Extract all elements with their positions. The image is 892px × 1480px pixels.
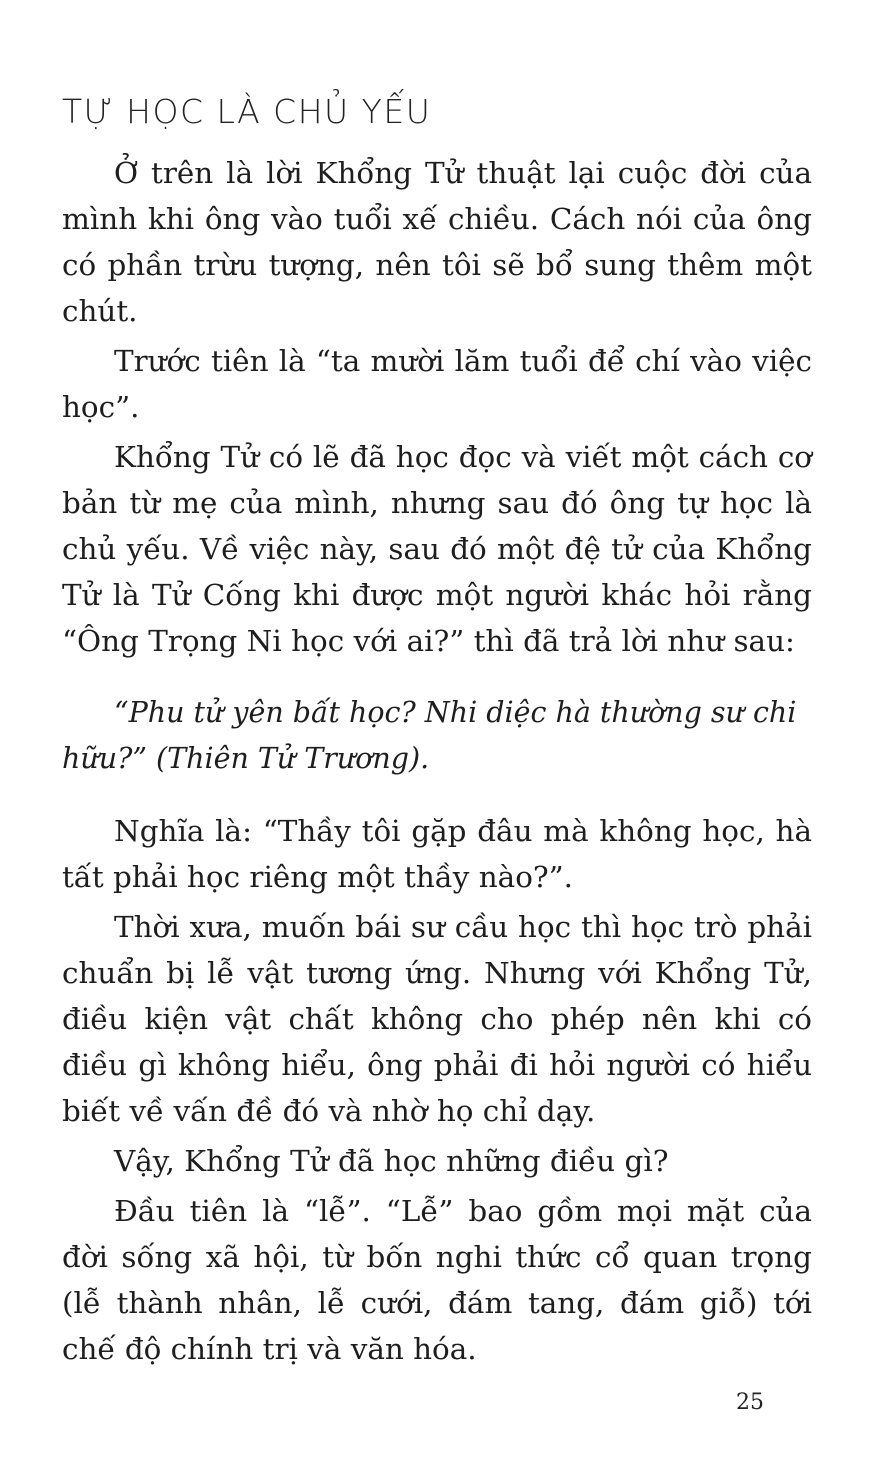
quote-block: [62, 690, 812, 782]
paragraph-5: Thời xưa, muốn bái sư cầu học thì học trò phải chuẩn bị lễ vật tương ứng. Nhưng với Khổng Tử, điều kiện vật chất không cho phép nên khi có điều gì không hiểu, ông phải đi hỏi người có hiểu biết về vấn đề đó và nhờ họ chỉ dạy.: [62, 910, 812, 1128]
book-page: [62, 0, 812, 1480]
body-text: [62, 150, 812, 1372]
quote-line-1: “Phu tử yên bất học? Nhi diệc hà thường sư chi: [114, 696, 797, 729]
paragraph-4: Nghĩa là: “Thầy tôi gặp đâu mà không học, hà tất phải học riêng một thầy nào?”.: [62, 814, 812, 894]
page-number: 25: [736, 1390, 764, 1415]
section-heading: TỰ HỌC LÀ CHỦ YẾU: [62, 92, 432, 131]
paragraph-6: Vậy, Khổng Tử đã học những điều gì?: [114, 1144, 669, 1178]
paragraph-3: Khổng Tử có lẽ đã học đọc và viết một cách cơ bản từ mẹ của mình, nhưng sau đó ông tự học là chủ yếu. Về việc này, sau đó một đệ tử của Khổng Tử là Tử Cống khi được một người khác hỏi rằng “Ông Trọng Ni học với ai?” thì đã trả lời như sau:: [62, 440, 812, 658]
paragraph-2: Trước tiên là “ta mười lăm tuổi để chí vào việc học”.: [62, 344, 812, 424]
paragraph-7: Đầu tiên là “lễ”. “Lễ” bao gồm mọi mặt của đời sống xã hội, từ bốn nghi thức cổ quan trọng (lễ thành nhân, lễ cưới, đám tang, đám giỗ) tới chế độ chính trị và văn hóa.: [62, 1194, 812, 1366]
quote-line-2: hữu?” (Thiên Tử Trương).: [62, 742, 430, 775]
paragraph-1: Ở trên là lời Khổng Tử thuật lại cuộc đời của mình khi ông vào tuổi xế chiều. Cách nói của ông có phần trừu tượng, nên tôi sẽ bổ sung thêm một chút.: [62, 156, 812, 328]
